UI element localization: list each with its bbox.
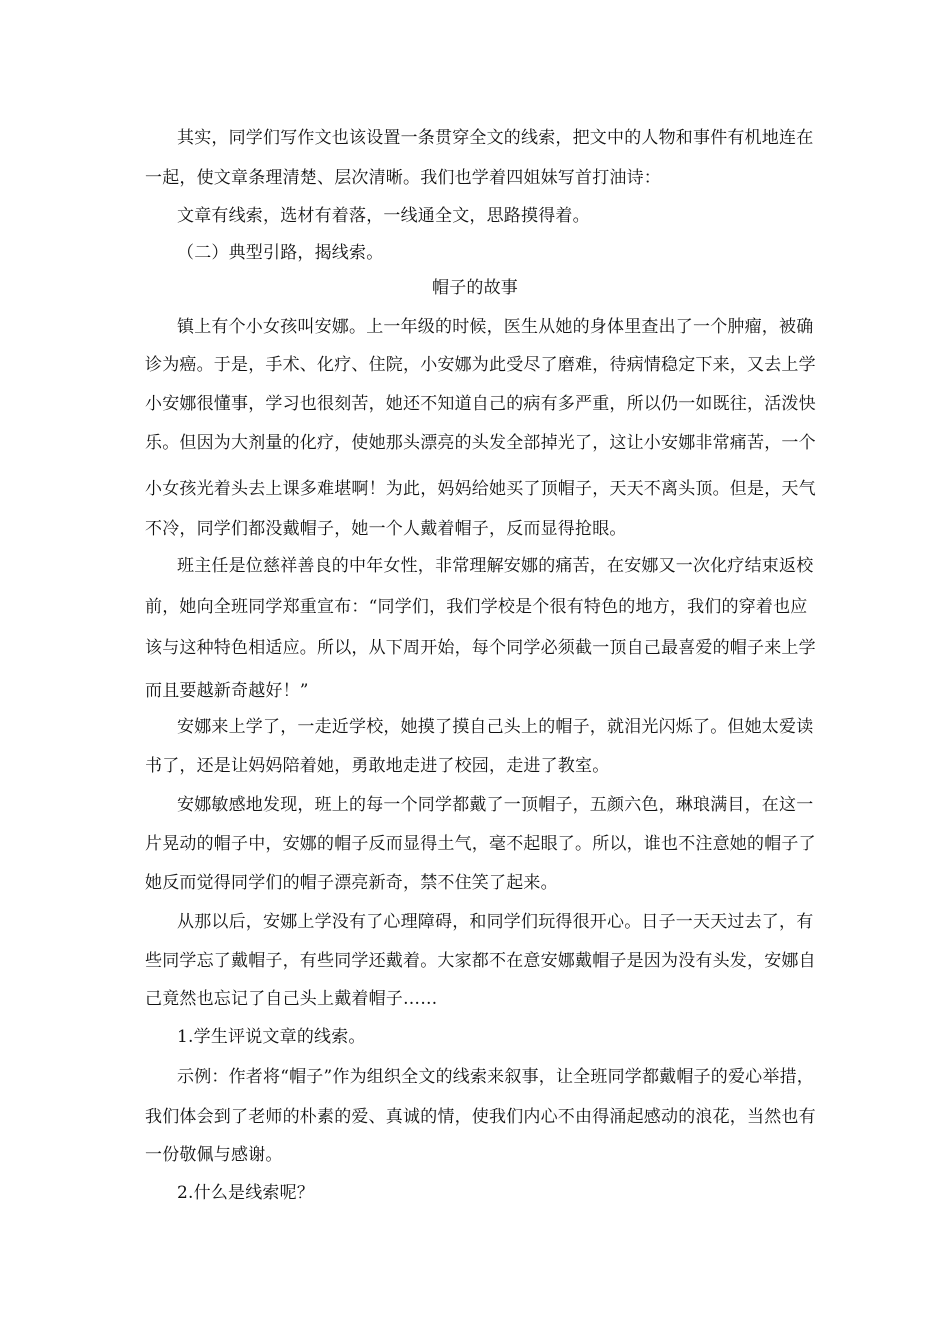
paragraph-line: 其实，同学们写作文也该设置一条贯穿全文的线索，把文中的人物和事件有机地连在 xyxy=(177,128,814,148)
paragraph-line: 班主任是位慈祥善良的中年女性，非常理解安娜的痛苦，在安娜又一次化疗结束返校 xyxy=(177,556,814,576)
paragraph-line: 从那以后，安娜上学没有了心理障碍，和同学们玩得很开心。日子一天天过去了，有 xyxy=(177,912,814,932)
paragraph-line: 诊为癌。于是，手术、化疗、住院，小安娜为此受尽了磨难，待病情稳定下来，又去上学 xyxy=(145,355,816,375)
list-item: 2.什么是线索呢？ xyxy=(177,1183,315,1203)
paragraph-line: 安娜敏感地发现，班上的每一个同学都戴了一顶帽子，五颜六色，琳琅满目，在这一 xyxy=(177,795,814,815)
story-title: 帽子的故事 xyxy=(432,278,518,298)
list-item: 1.学生评说文章的线索。 xyxy=(177,1027,366,1047)
paragraph-line: 一份敬佩与感谢。 xyxy=(145,1145,283,1165)
paragraph-line: 一起，使文章条理清楚、层次清晰。我们也学着四姐妹写首打油诗： xyxy=(145,168,661,188)
paragraph-line: 己竟然也忘记了自己头上戴着帽子…… xyxy=(145,989,438,1009)
paragraph-line: 小安娜很懂事，学习也很刻苦，她还不知道自己的病有多严重，所以仍一如既往，活泼快 xyxy=(145,394,816,414)
paragraph-line: 而且要越新奇越好！” xyxy=(145,681,309,701)
paragraph-line: 镇上有个小女孩叫安娜。上一年级的时候，医生从她的身体里查出了一个肿瘤，被确 xyxy=(177,317,814,337)
paragraph-line: 她反而觉得同学们的帽子漂亮新奇，禁不住笑了起来。 xyxy=(145,873,558,893)
paragraph-line: 文章有线索，选材有着落，一线通全文，思路摸得着。 xyxy=(177,206,590,226)
paragraph-line: 小女孩光着头去上课多难堪啊！为此，妈妈给她买了顶帽子，天天不离头顶。但是，天气 xyxy=(145,479,816,499)
paragraph-line: 些同学忘了戴帽子，有些同学还戴着。大家都不在意安娜戴帽子是因为没有头发，安娜自 xyxy=(145,951,816,971)
paragraph-line: 安娜来上学了，一走近学校，她摸了摸自己头上的帽子，就泪光闪烁了。但她太爱读 xyxy=(177,717,814,737)
paragraph-line: 书了，还是让妈妈陪着她，勇敢地走进了校园，走进了教室。 xyxy=(145,756,610,776)
paragraph-line: 我们体会到了老师的朴素的爱、真诚的情，使我们内心不由得涌起感动的浪花，当然也有 xyxy=(145,1107,816,1127)
paragraph-line: 乐。但因为大剂量的化疗，使她那头漂亮的头发全部掉光了，这让小安娜非常痛苦，一个 xyxy=(145,433,816,453)
paragraph-line: 片晃动的帽子中，安娜的帽子反而显得土气，毫不起眼了。所以，谁也不注意她的帽子了 xyxy=(145,834,816,854)
paragraph-line: 该与这种特色相适应。所以，从下周开始，每个同学必须截一顶自己最喜爱的帽子来上学 xyxy=(145,638,816,658)
section-heading: （二）典型引路，揭线索。 xyxy=(177,243,384,263)
paragraph-line: 示例：作者将“帽子”作为组织全文的线索来叙事，让全班同学都戴帽子的爱心举措， xyxy=(177,1067,814,1087)
paragraph-line: 前，她向全班同学郑重宣布：“同学们，我们学校是个很有特色的地方，我们的穿着也应 xyxy=(145,597,808,617)
paragraph-line: 不冷，同学们都没戴帽子，她一个人戴着帽子，反而显得抢眼。 xyxy=(145,519,627,539)
